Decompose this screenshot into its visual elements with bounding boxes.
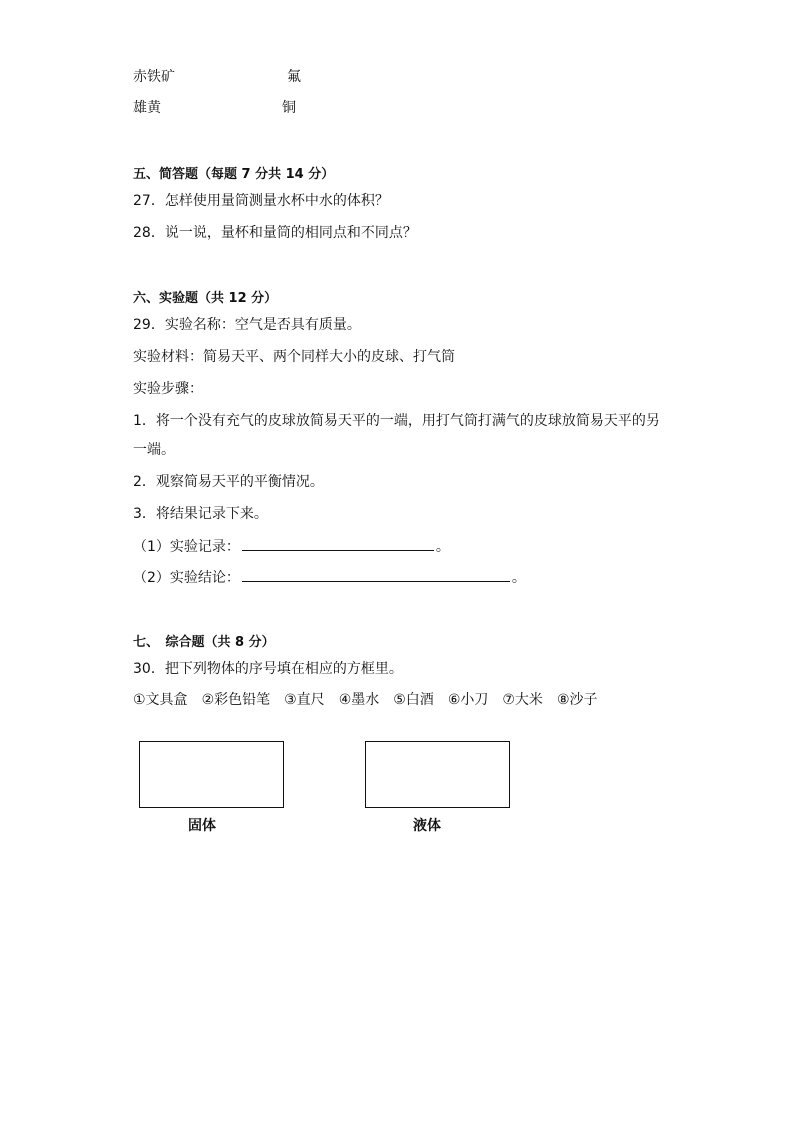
experiment-conclusion-line [133,567,526,587]
section-7-heading: 七、 综合题（共 8 分） [133,635,275,650]
option-1: ①文具盒 [133,692,188,708]
experiment-step-2: 2．观察简易天平的平衡情况。 [133,474,324,490]
question-29: 29．实验名称：空气是否具有质量。 [133,317,361,333]
option-8: ⑧沙子 [556,692,598,708]
option-5: ⑤白酒 [393,692,434,708]
experiment-step-1-line-2: 一端。 [133,442,175,458]
solid-box-label: 固体 [188,818,216,834]
match-item-left-1: 赤铁矿 [133,69,175,85]
options-list [133,691,598,709]
match-item-right-2: 铜 [282,100,296,116]
solid-answer-box[interactable] [139,741,284,808]
option-2: ②彩色铅笔 [201,692,271,708]
section-5-heading: 五、简答题（每题 7 分共 14 分） [133,167,335,182]
question-28: 28．说一说，量杯和量筒的相同点和不同点？ [133,225,417,241]
experiment-step-1-line-1: 1．将一个没有充气的皮球放简易天平的一端，用打气筒打满气的皮球放简易天平的另 [133,413,660,429]
option-3: ③直尺 [284,692,325,708]
option-4: ④墨水 [338,692,380,708]
record-label: （1）实验记录： [133,539,240,555]
match-item-right-1: 氟 [287,69,301,85]
record-answer-blank[interactable] [242,536,434,551]
liquid-box-label: 液体 [413,818,441,834]
record-period: 。 [435,539,450,555]
experiment-steps-label: 实验步骤： [133,381,203,397]
conclusion-answer-blank[interactable] [242,567,510,582]
option-6: ⑥小刀 [447,692,489,708]
conclusion-label: （2）实验结论： [133,570,240,586]
conclusion-period: 。 [511,570,526,586]
question-30: 30．把下列物体的序号填在相应的方框里。 [133,661,403,677]
section-6-heading: 六、实验题（共 12 分） [133,291,278,306]
match-item-left-2: 雄黄 [133,100,161,116]
liquid-answer-box[interactable] [365,741,510,808]
experiment-materials: 实验材料：简易天平、两个同样大小的皮球、打气筒 [133,349,455,365]
experiment-record-line [133,536,450,556]
option-7: ⑦大米 [502,692,543,708]
experiment-step-3: 3．将结果记录下来。 [133,506,268,522]
question-27: 27．怎样使用量筒测量水杯中水的体积？ [133,193,389,209]
